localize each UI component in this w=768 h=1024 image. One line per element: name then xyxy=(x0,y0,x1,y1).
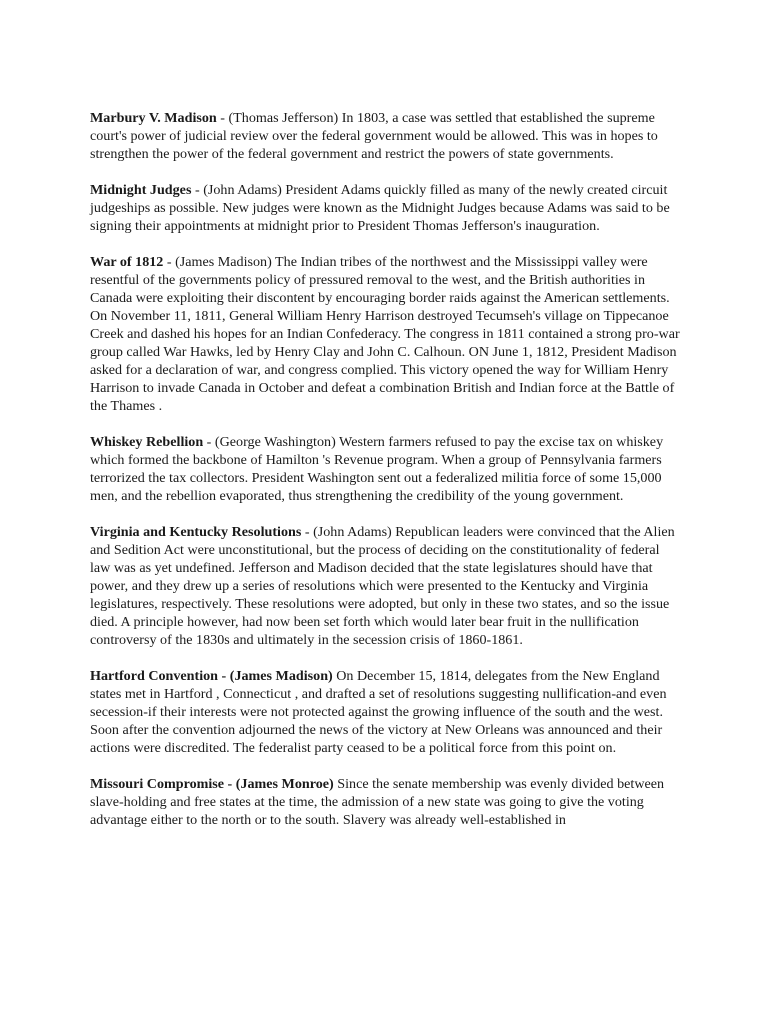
entry-separator: - xyxy=(163,254,176,270)
entry-missouri-compromise xyxy=(90,775,680,829)
entry-separator: - xyxy=(224,776,236,792)
entry-president: (James Monroe) xyxy=(235,776,334,792)
entry-term: Virginia and Kentucky Resolutions xyxy=(90,524,302,540)
entry-term: Marbury V. Madison xyxy=(90,110,217,126)
entry-president: (James Madison) xyxy=(175,254,272,270)
entry-president: (Thomas Jefferson) xyxy=(228,110,339,126)
entry-text: Western farmers refused to pay the excise tax on whiskey which formed the backbone of Hamilton 's Revenue program. When a group of Pennsylvania farmers terrorized the tax collectors. President Washington sent out a federalized militia force of some 15,000 men, and the rebellion evaporated, thus strengthening the credibility of the young government. xyxy=(90,434,664,504)
entry-marbury-v-madison xyxy=(90,109,680,163)
entry-term: Midnight Judges xyxy=(90,182,192,198)
entry-term: War of 1812 xyxy=(90,254,164,270)
entry-text: The Indian tribes of the northwest and the Mississippi valley were resentful of the governments policy of pressured removal to the west, and the British authorities in Canada were exploiting their discontent by encouraging border raids against the American settlements. On November 11, 1811, General William Henry Harrison destroyed Tecumseh's village on Tippecanoe Creek and dashed his hopes for an Indian Confederacy. The congress in 1811 contained a strong pro-war group called War Hawks, led by Henry Clay and John C. Calhoun. ON June 1, 1812, President Madison asked for a declaration of war, and congress complied. This victory opened the way for William Henry Harrison to invade Canada in October and defeat a combination British and Indian force at the Battle of the Thames . xyxy=(90,254,680,414)
entry-president: (John Adams) xyxy=(203,182,282,198)
entry-hartford-convention xyxy=(90,667,680,757)
entry-whiskey-rebellion xyxy=(90,433,680,505)
entry-text: Since the senate membership was evenly divided between slave-holding and free states at the time, the admission of a new state was going to give the voting advantage either to the north or to the south. Slavery was already well-established in xyxy=(90,776,665,828)
entry-text: Republican leaders were convinced that the Alien and Sedition Act were unconstitutional, but the process of deciding on the constitutionality of federal law was as yet undefined. Jefferson and Madison decided that the state legislatures should have that power, and they drew up a series of resolutions which were presented to the Kentucky and Virginia legislatures, respectively. These resolutions were adopted, but only in these two states, and so the issue died. A principle however, had now been set forth which would later bear fruit in the nullification controversy of the 1830s and ultimately in the secession crisis of 1860-1861. xyxy=(90,524,675,648)
entry-president: (James Madison) xyxy=(229,668,333,684)
entry-separator: - xyxy=(203,434,215,450)
entry-text: On December 15, 1814, delegates from the New England states met in Hartford , Connecticut , and drafted a set of resolutions suggesting nullification-and even secession-if their interests were not protected against the growing influence of the south and the west. Soon after the convention adjourned the news of the victory at New Orleans was announced and their actions were discredited. The federalist party ceased to be a political force from this point on. xyxy=(90,668,667,756)
entry-text: President Adams quickly filled as many of the newly created circuit judgeships as possible. New judges were known as the Midnight Judges because Adams was said to be signing their appointments at midnight prior to President Thomas Jefferson's inauguration. xyxy=(90,182,670,234)
entry-midnight-judges xyxy=(90,181,680,235)
entry-war-of-1812 xyxy=(90,253,680,415)
entry-term: Whiskey Rebellion xyxy=(90,434,204,450)
entry-term: Hartford Convention xyxy=(90,668,219,684)
entry-president: (John Adams) xyxy=(313,524,392,540)
entry-separator: - xyxy=(301,524,314,540)
entry-separator: - xyxy=(216,110,229,126)
entry-president: (George Washington) xyxy=(214,434,336,450)
entry-term: Missouri Compromise xyxy=(90,776,225,792)
entry-separator: - xyxy=(191,182,204,198)
entry-text: In 1803, a case was settled that established the supreme court's power of judicial review over the federal government would be allowed. This was in hopes to strengthen the power of the federal government and restrict the powers of state governments. xyxy=(90,110,658,162)
entry-separator: - xyxy=(218,668,230,684)
entry-virginia-kentucky-resolutions xyxy=(90,523,680,649)
document-page xyxy=(90,109,680,847)
